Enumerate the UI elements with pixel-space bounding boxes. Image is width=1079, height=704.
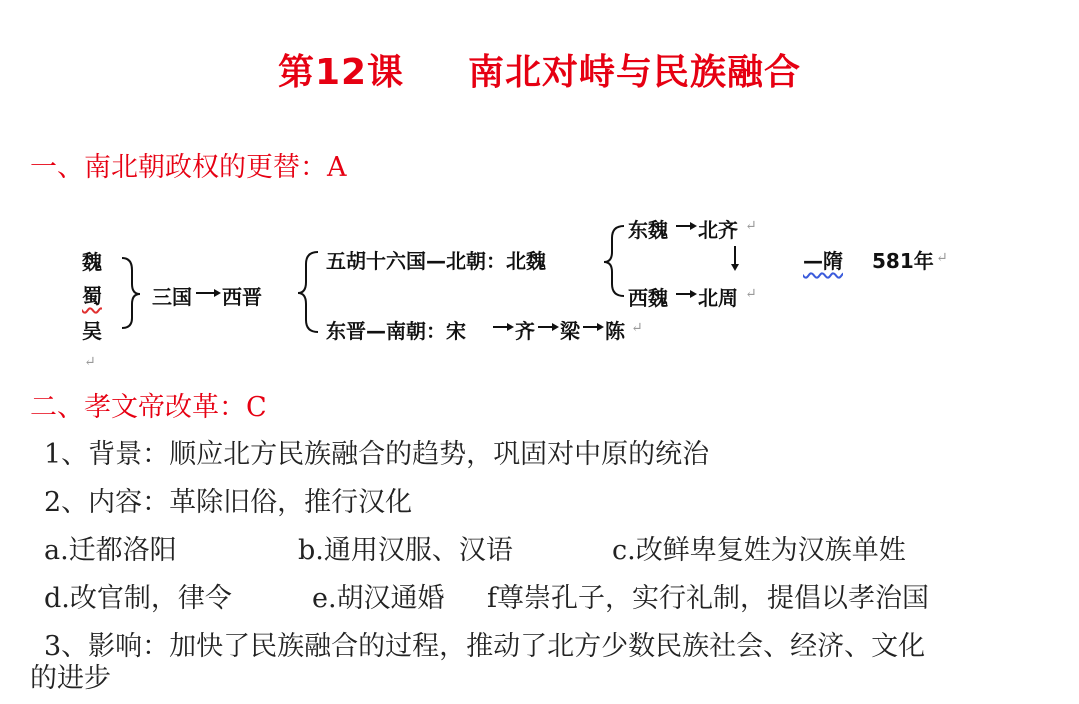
paragraph-mark: ↵ <box>745 286 757 302</box>
label-xijin: 西晋 <box>222 285 262 309</box>
east-wei: 东魏 <box>628 218 668 242</box>
background-line: 1、背景：顺应北方民族融合的趋势，巩固对中原的统治 <box>44 439 710 470</box>
reform-item-e: e.胡汉通婚 <box>312 583 445 614</box>
impact-line-continued: 的进步 <box>30 663 111 694</box>
section1-heading: 一、南北朝政权的更替：A <box>30 152 347 183</box>
sui-year: 581年 <box>872 249 934 273</box>
reform-item-a: a.迁都洛阳 <box>44 535 177 566</box>
west-wei: 西魏 <box>628 286 668 310</box>
content-line: 2、内容：革除旧俗，推行汉化 <box>44 487 413 518</box>
reform-item-d: d.改官制，律令 <box>44 583 232 614</box>
paragraph-mark: ↵ <box>84 354 96 370</box>
kingdom-shu: 蜀 <box>82 284 102 308</box>
south-chen: 陈 <box>605 319 625 343</box>
paragraph-mark: ↵ <box>936 250 948 266</box>
bei-qi: 北齐 <box>698 218 738 242</box>
south-liang: 梁 <box>560 319 580 343</box>
section2-heading: 二、孝文帝改革：C <box>30 392 267 423</box>
kingdom-wu: 吴 <box>82 319 102 343</box>
north-path: 五胡十六国—北朝：北魏 <box>326 249 546 273</box>
south-qi: 齐 <box>515 319 535 343</box>
impact-line: 3、影响：加快了民族融合的过程，推动了北方少数民族社会、经济、文化 <box>44 631 926 662</box>
lesson-topic: 南北对峙与民族融合 <box>468 52 802 93</box>
paragraph-mark: ↵ <box>745 218 757 234</box>
brace-north-south <box>298 252 318 332</box>
lesson-number: 第12课 <box>277 52 405 93</box>
paragraph-mark: ↵ <box>631 320 643 336</box>
reform-item-c: c.改鲜卑复姓为汉族单姓 <box>612 535 906 566</box>
brace-three-kingdoms <box>122 258 140 328</box>
reform-item-b: b.通用汉服、汉语 <box>298 535 513 566</box>
brace-east-west-wei <box>604 226 624 296</box>
south-path: 东晋—南朝：宋 <box>326 319 466 343</box>
kingdom-wei: 魏 <box>82 250 102 274</box>
sui-dynasty: —隋 <box>803 249 843 273</box>
label-sanguo: 三国 <box>152 285 192 309</box>
reform-item-f: f尊崇孔子，实行礼制，提倡以孝治国 <box>487 583 929 614</box>
bei-zhou: 北周 <box>698 286 738 310</box>
